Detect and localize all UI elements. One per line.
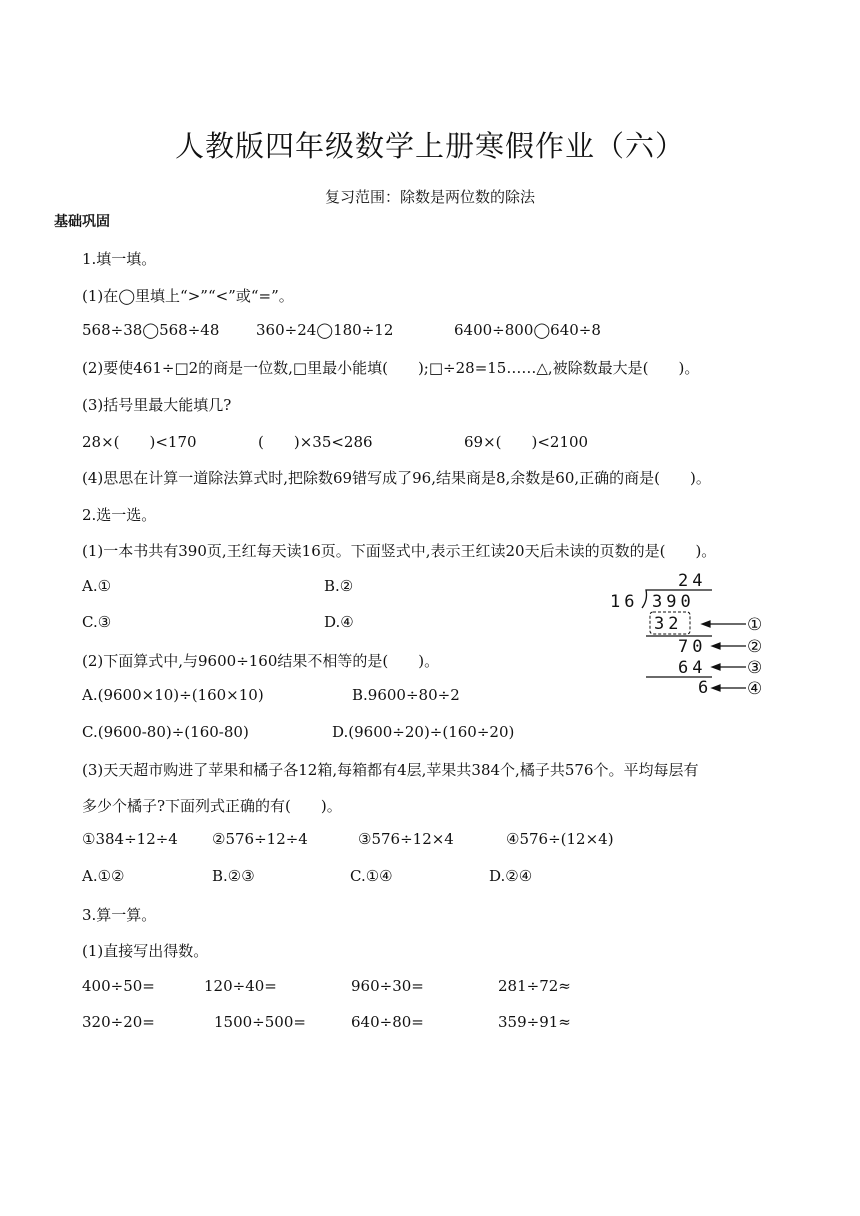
q3-row1-item-1: 400÷50= (82, 977, 155, 995)
q1-p1-item-2: 360÷24◯180÷12 (256, 321, 394, 339)
page-title: 人教版四年级数学上册寒假作业（六） (174, 129, 685, 163)
q2-p2-option-d: D.(9600÷20)÷(160÷20) (332, 723, 515, 741)
q1-p1-item-3: 6400÷800◯640÷8 (454, 321, 601, 339)
q2-p3-option-b: B.②③ (212, 867, 255, 885)
q1-p3-item-2: ( )×35<286 (258, 433, 373, 451)
division-step1: 32 (654, 614, 683, 634)
long-division-figure (606, 566, 776, 702)
q2-p3-formula-3: ③576÷12×4 (358, 830, 454, 848)
q1-p3-text: (3)括号里最大能填几? (82, 396, 232, 414)
q2-p3-formula-4: ④576÷(12×4) (506, 830, 614, 848)
q2-heading: 2.选一选。 (82, 506, 157, 524)
mark-3: ③ (747, 658, 763, 678)
q3-row1-item-2: 120÷40= (204, 977, 277, 995)
q2-p1-text: (1)一本书共有390页,王红每天读16页。下面竖式中,表示王红读20天后未读的页数的是( )。 (82, 542, 717, 560)
review-scope: 复习范围：除数是两位数的除法 (324, 188, 535, 206)
q1-p3-item-1: 28×( )<170 (82, 433, 197, 451)
mark-1: ① (747, 615, 763, 635)
division-quotient: 24 (678, 571, 707, 591)
q3-row2-item-1: 320÷20= (82, 1013, 155, 1031)
q2-p2-option-a: A.(9600×10)÷(160×10) (82, 686, 264, 704)
q2-p2-option-c: C.(9600-80)÷(160-80) (82, 723, 249, 741)
division-arrows (702, 621, 746, 691)
q3-row2-item-2: 1500÷500= (214, 1013, 306, 1031)
q1-heading: 1.填一填。 (82, 250, 157, 268)
q2-p1-option-c: C.③ (82, 613, 112, 631)
q3-row2-item-4: 359÷91≈ (498, 1013, 571, 1031)
q2-p3-option-a: A.①② (82, 867, 125, 885)
q1-p4-text: (4)思思在计算一道除法算式时,把除数69错写成了96,结果商是8,余数是60,正确的商是( )。 (82, 469, 711, 487)
q1-p1-item-1: 568÷38◯568÷48 (82, 321, 220, 339)
division-step2: 70 (678, 637, 707, 657)
division-step3: 64 (678, 658, 707, 678)
q1-p2-text: (2)要使461÷□2的商是一位数,□里最小能填( );□÷28=15……△,被除数最大是( )。 (82, 359, 700, 377)
q2-p3-formula-2: ②576÷12÷4 (212, 830, 308, 848)
q2-p2-option-b: B.9600÷80÷2 (352, 686, 460, 704)
q3-row1-item-3: 960÷30= (351, 977, 424, 995)
q3-row1-item-4: 281÷72≈ (498, 977, 571, 995)
q3-p1-text: (1)直接写出得数。 (82, 942, 209, 960)
division-remainder: 6 (698, 678, 709, 698)
q2-p1-option-d: D.④ (324, 613, 354, 631)
q2-p3-formula-1: ①384÷12÷4 (82, 830, 178, 848)
division-divisor: 16 (610, 592, 639, 612)
division-dividend: 390 (652, 592, 695, 612)
q2-p3-text-line2: 多少个橘子?下面列式正确的有( )。 (82, 797, 342, 815)
q1-p1-text: (1)在◯里填上“>”“<”或“=”。 (82, 287, 294, 305)
q3-heading: 3.算一算。 (82, 906, 157, 924)
q2-p1-option-a: A.① (82, 577, 112, 595)
q2-p2-text: (2)下面算式中,与9600÷160结果不相等的是( )。 (82, 652, 440, 670)
q2-p1-option-b: B.② (324, 577, 354, 595)
q1-p3-item-3: 69×( )<2100 (464, 433, 589, 451)
q3-row2-item-3: 640÷80= (351, 1013, 424, 1031)
mark-4: ④ (747, 679, 763, 699)
q2-p3-text-line1: (3)天天超市购进了苹果和橘子各12箱,每箱都有4层,苹果共384个,橘子共576个。平均每层有 (82, 761, 699, 779)
q2-p3-option-c: C.①④ (350, 867, 393, 885)
q2-p3-option-d: D.②④ (489, 867, 533, 885)
mark-2: ② (747, 637, 763, 657)
section-heading: 基础巩固 (54, 214, 110, 230)
